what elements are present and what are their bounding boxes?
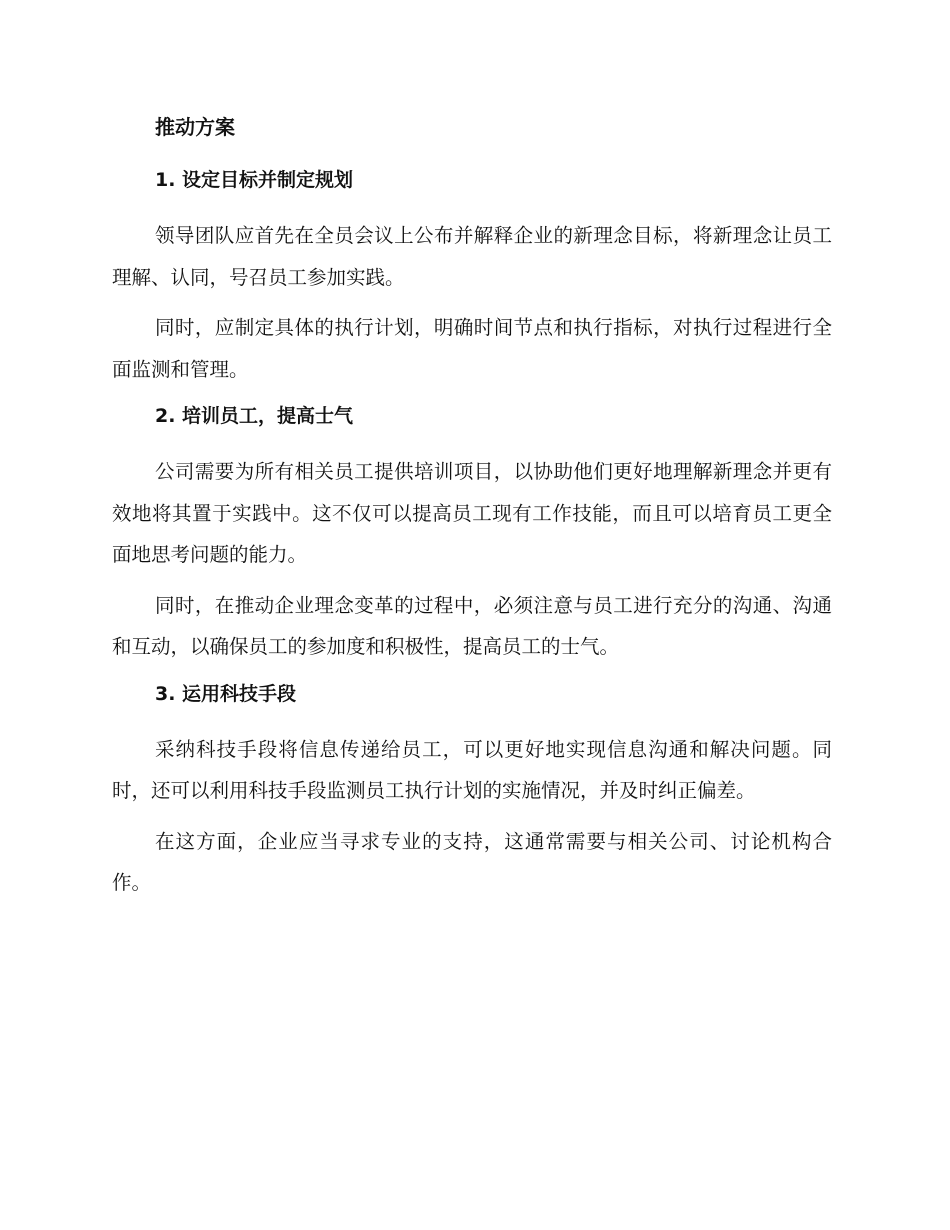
section-2-paragraph-2: 同时，在推动企业理念变革的过程中，必须注意与员工进行充分的沟通、沟通和互动，以确保员工的参加度和积极性，提高员工的士气。: [112, 593, 832, 658]
section-2-paragraph-1: 公司需要为所有相关员工提供培训项目，以协助他们更好地理解新理念并更有效地将其置于实践中。这不仅可以提高员工现有工作技能，而且可以培育员工更全面地思考问题的能力。: [112, 460, 832, 566]
section-heading-1: 1. 设定目标并制定规划: [155, 169, 354, 191]
document-body: [112, 110, 832, 913]
document-title: 推动方案: [155, 115, 235, 139]
section-heading-3: 3. 运用科技手段: [155, 682, 297, 705]
section-heading-2: 2. 培训员工，提高士气: [155, 405, 354, 427]
section-1-paragraph-2: 同时，应制定具体的执行计划，明确时间节点和执行指标，对执行过程进行全面监测和管理。: [112, 316, 832, 381]
section-1-paragraph-1: 领导团队应首先在全员会议上公布并解释企业的新理念目标，将新理念让员工理解、认同，号召员工参加实践。: [112, 224, 832, 289]
section-3-paragraph-2: 在这方面，企业应当寻求专业的支持，这通常需要与相关公司、讨论机构合作。: [112, 829, 832, 894]
section-3-paragraph-1: 采纳科技手段将信息传递给员工，可以更好地实现信息沟通和解决问题。同时，还可以利用科技手段监测员工执行计划的实施情况，并及时纠正偏差。: [112, 737, 832, 802]
